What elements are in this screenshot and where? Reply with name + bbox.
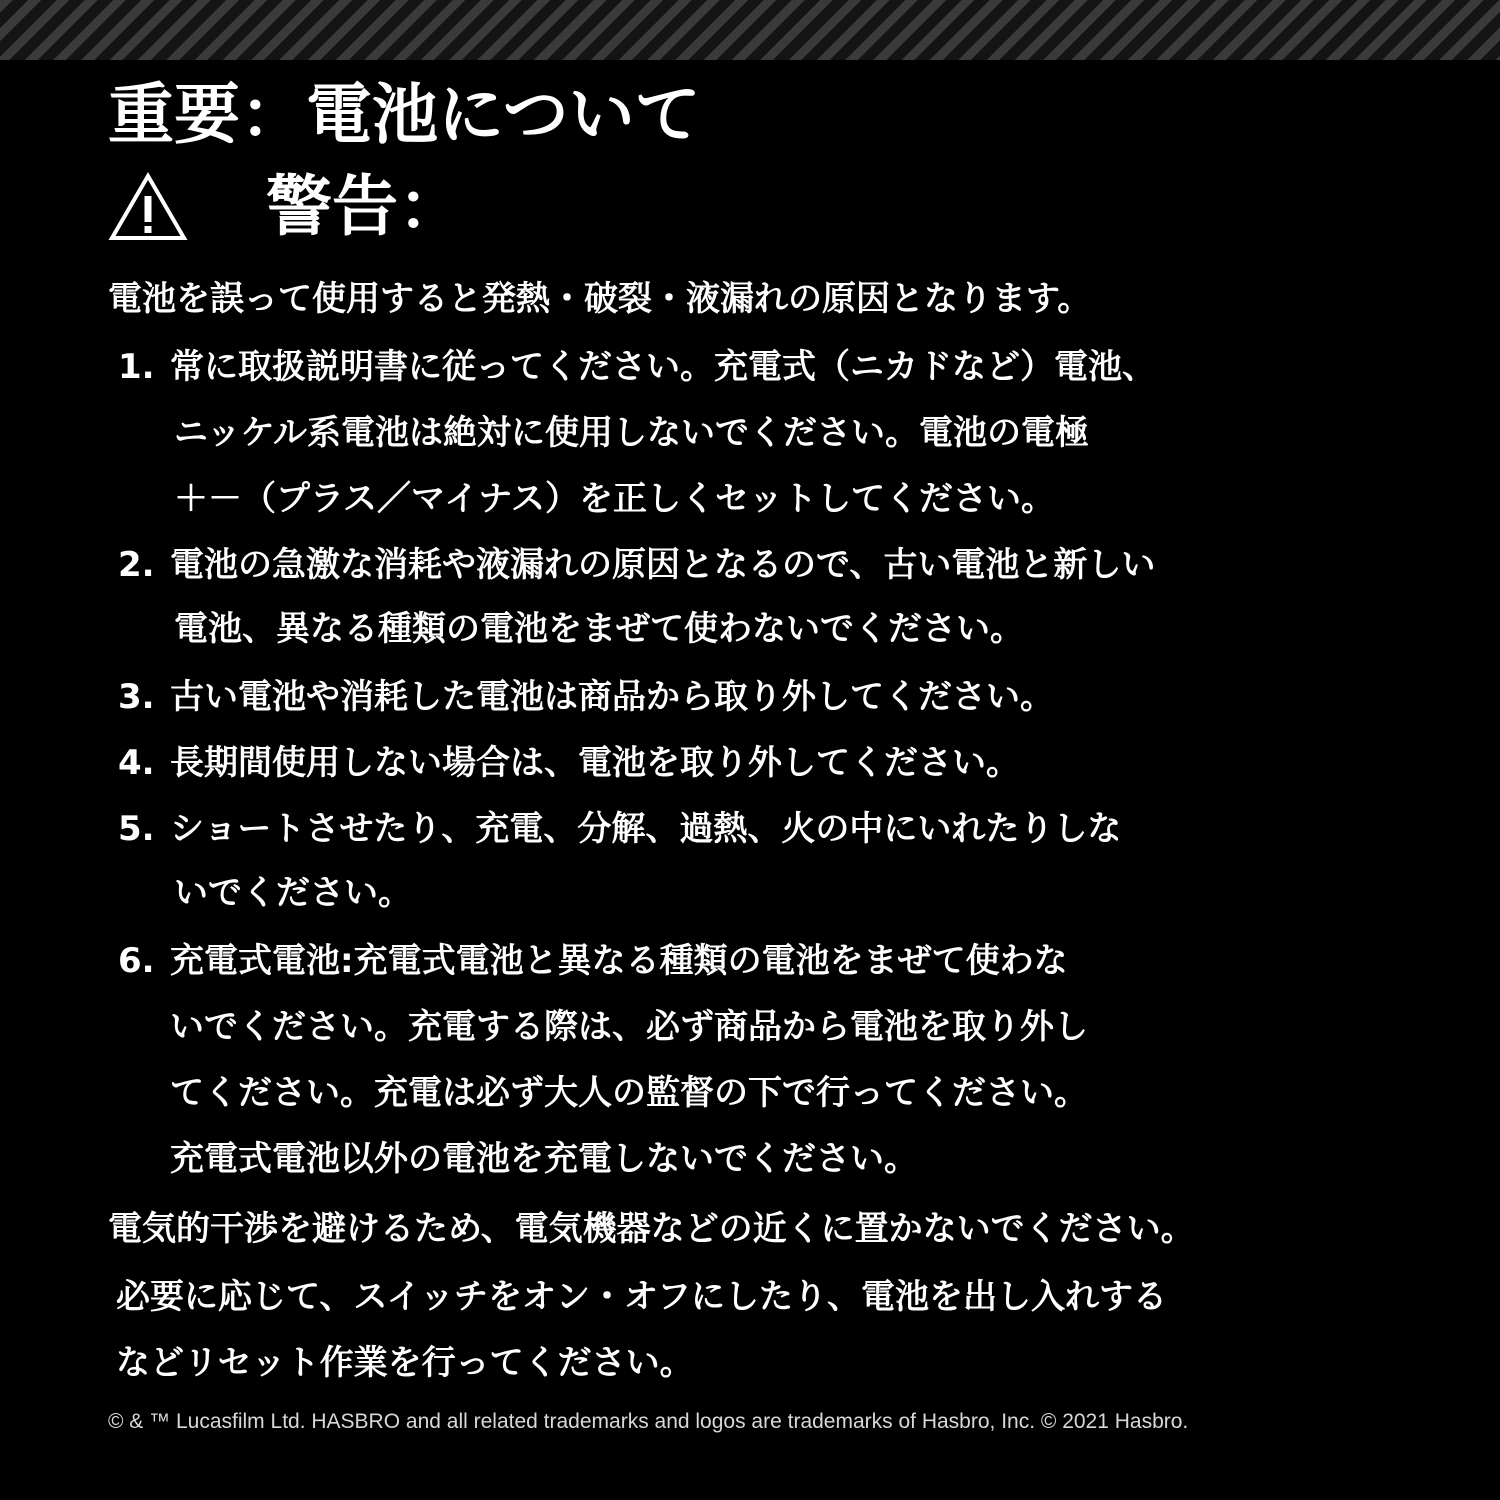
item-number: 4.: [118, 743, 155, 783]
item-line: 常に取扱説明書に従ってください。充電式（ニカドなど）電池、: [170, 347, 1156, 387]
item-line: いでください。充電する際は、必ず商品から電池を取り外し: [170, 1007, 1088, 1047]
item-line: 充電式電池:充電式電池と異なる種類の電池をまぜて使わな: [170, 941, 1068, 981]
item-number: 6.: [118, 941, 155, 981]
list-item-4: [118, 743, 1020, 783]
closing-text: 必要に応じて、スイッチをオン・オフにしたり、電池を出し入れする: [116, 1277, 1167, 1317]
item-number: 3.: [118, 677, 155, 717]
item-number: 2.: [118, 545, 155, 585]
item-line: 長期間使用しない場合は、電池を取り外してください。: [170, 743, 1020, 783]
item-line: てください。充電は必ず大人の監督の下で行ってください。: [170, 1073, 1088, 1113]
warning-label: 警告：: [266, 168, 464, 245]
list-item-3: [118, 677, 1054, 717]
warning-heading: [108, 168, 464, 245]
item-line: 古い電池や消耗した電池は商品から取り外してください。: [170, 677, 1054, 717]
item-number: 5.: [118, 809, 155, 849]
item-line: いでください。: [174, 873, 412, 913]
item-line: ショートさせたり、充電、分解、過熱、火の中にいれたりしな: [170, 809, 1122, 849]
warning-triangle-icon: [108, 172, 188, 242]
page-title: 重要：電池について: [108, 76, 701, 153]
item-line: ニッケル系電池は絶対に使用しないでください。電池の電極: [174, 413, 1089, 453]
intro-text: 電池を誤って使用すると発熱・破裂・液漏れの原因となります。: [108, 279, 1092, 319]
list-item-6: [118, 941, 1068, 981]
list-item-5: [118, 809, 1122, 849]
closing-text: 電気的干渉を避けるため、電気機器などの近くに置かないでください。: [108, 1209, 1195, 1249]
item-line: 電池の急激な消耗や液漏れの原因となるので、古い電池と新しい: [170, 545, 1156, 585]
copyright-footer: © & ™ Lucasfilm Ltd. HASBRO and all related trademarks and logos are trademarks of Hasbro, Inc. © 2021 Hasbro.: [108, 1410, 1189, 1433]
list-item-1: [118, 347, 1156, 387]
closing-text: などリセット作業を行ってください。: [116, 1343, 694, 1383]
item-line: 電池、異なる種類の電池をまぜて使わないでください。: [174, 609, 1024, 649]
item-line: ＋－（プラス／マイナス）を正しくセットしてください。: [174, 479, 1055, 519]
list-item-2: [118, 545, 1156, 585]
item-line: 充電式電池以外の電池を充電しないでください。: [170, 1139, 918, 1179]
item-number: 1.: [118, 347, 155, 387]
